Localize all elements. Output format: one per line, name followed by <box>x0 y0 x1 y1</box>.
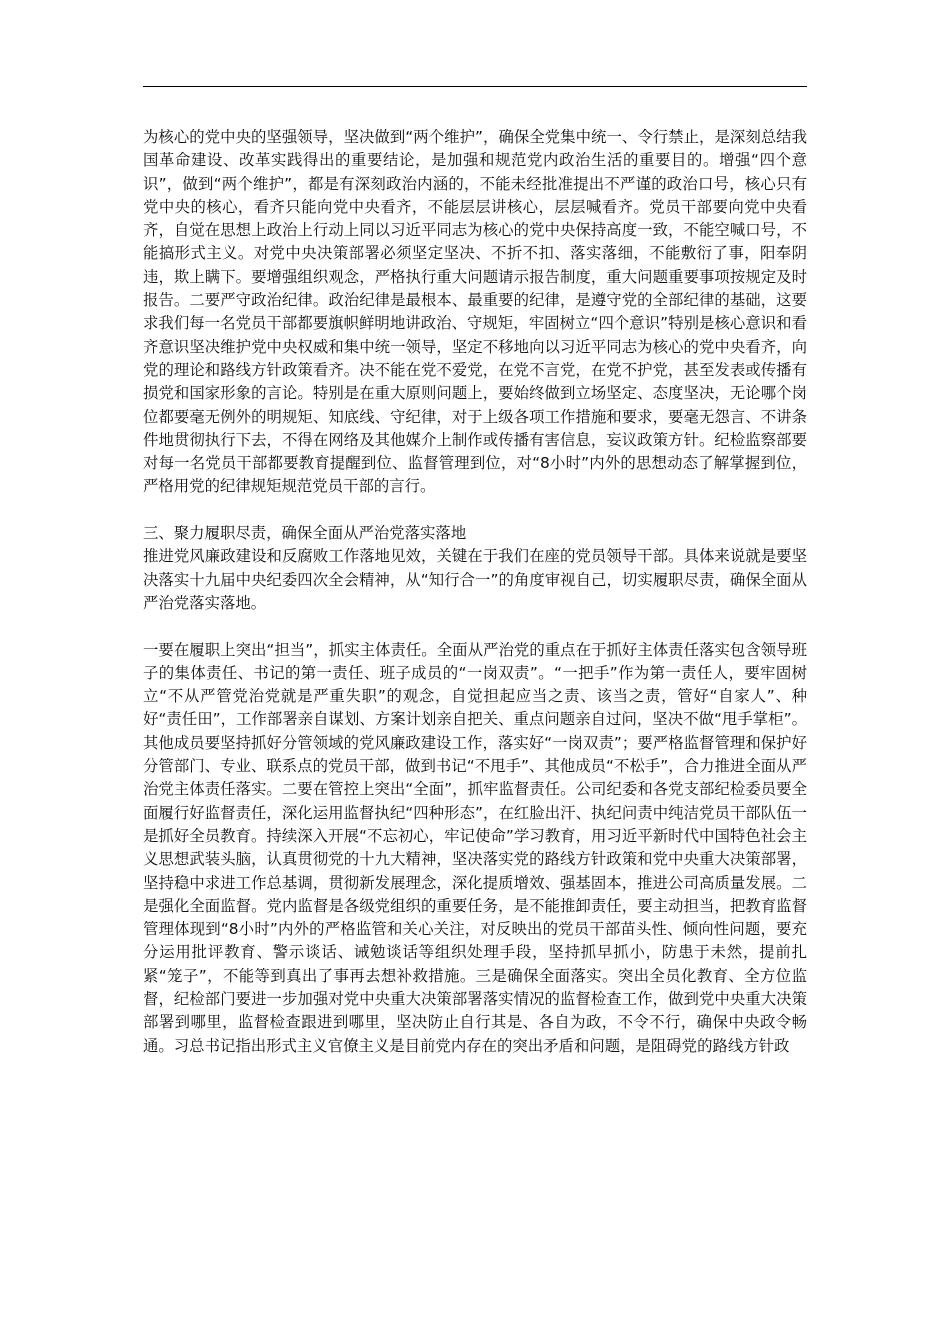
paragraph-1: 为核心的党中央的坚强领导，坚决做到“两个维护”，确保全党集中统一、令行禁止，是深刻总结我国革命建设、改革实践得出的重要结论，是加强和规范党内政治生活的重要目的。增强“四个意识”，做到“两个维护”，都是有深刻政治内涵的，不能未经批准提出不严谨的政治口号，核心只有党中央的核心，看齐只能向党中央看齐，不能层层讲核心，层层喊看齐。党员干部要向党中央看齐，自觉在思想上政治上行动上同以习近平同志为核心的党中央保持高度一致，不能空喊口号，不能搞形式主义。对党中央决策部署必须坚定坚决、不折不扣、落实落细，不能敷衍了事，阳奉阴违，欺上瞒下。要增强组织观念，严格执行重大问题请示报告制度，重大问题重要事项按规定及时报告。二要严守政治纪律。政治纪律是最根本、最重要的纪律，是遵守党的全部纪律的基础，这要求我们每一名党员干部都要旗帜鲜明地讲政治、守规矩，牢固树立“四个意识”特别是核心意识和看齐意识坚决维护党中央权威和集中统一领导，坚定不移地向以习近平同志为核心的党中央看齐，向党的理论和路线方针政策看齐。决不能在党不爱党，在党不言党，在党不护党，甚至发表或传播有损党和国家形象的言论。特别是在重大原则问题上，要始终做到立场坚定、态度坚决，无论哪个岗位都要毫无例外的明规矩、知底线、守纪律，对于上级各项工作措施和要求，要毫无怨言、不讲条件地贯彻执行下去，不得在网络及其他媒介上制作或传播有害信息，妄议政策方针。纪检监察部要对每一名党员干部都要教育提醒到位、监督管理到位，对“8小时”内外的思想动态了解掌握到位，严格用党的纪律规矩规范党员干部的言行。 <box>143 128 807 496</box>
header-rule <box>143 86 807 87</box>
paragraph-gap <box>143 499 807 522</box>
paragraph-3: 一要在履职上突出“担当”，抓实主体责任。全面从严治党的重点在于抓好主体责任落实包含领导班子的集体责任、书记的第一责任、班子成员的“一岗双责”。“一把手”作为第一责任人，要牢固树立“不从严管党治党就是严重失职”的观念，自觉担起应当之责、该当之责，管好“自家人”、种好“责任田”，工作部署亲自谋划、方案计划亲自把关、重点问题亲自过问，坚决不做“甩手掌柜”。其他成员要坚持抓好分管领域的党风廉政建设工作，落实好“一岗双责”；要严格监督管理和保护好分管部门、专业、联系点的党员干部，做到书记“不甩手”、其他成员“不松手”，合力推进全面从严治党主体责任落实。二要在管控上突出“全面”，抓牢监督责任。公司纪委和各党支部纪检委员要全面履行好监督责任，深化运用监督执纪“四种形态”，在红脸出汗、执纪问责中纯洁党员干部队伍一是抓好全员教育。持续深入开展“不忘初心，牢记使命”学习教育，用习近平新时代中国特色社会主义思想武装头脑，认真贯彻党的十九大精神，坚决落实党的路线方针政策和党中央重大决策部署，坚持稳中求进工作总基调，贯彻新发展理念，深化提质增效、强基固本，推进公司高质量发展。二是强化全面监督。党内监督是各级党组织的重要任务，是不能推卸责任，要主动担当，把教育监督管理体现到“8小时”内外的严格监管和关心关注，对反映出的党员干部苗头性、倾向性问题，要充分运用批评教育、警示谈话、诫勉谈话等组织处理手段，坚持抓早抓小，防患于未然，提前扎紧“笼子”，不能等到真出了事再去想补救措施。三是确保全面落实。突出全员化教育、全方位监督，纪检部门要进一步加强对党中央重大决策部署落实情况的监督检查工作，做到党中央重大决策部署到哪里，监督检查跟进到哪里，坚决防止自行其是、各自为政，不令不行，确保中央政令畅通。习总书记指出形式主义官僚主义是目前党内存在的突出矛盾和问题，是阻碍党的路线方针政 <box>143 640 807 1055</box>
section-heading: 三、聚力履职尽责，确保全面从严治党落实落地 <box>143 524 467 543</box>
document-body <box>143 126 807 1058</box>
paragraph-gap <box>143 615 807 638</box>
paragraph-2: 推进党风廉政建设和反腐败工作落地见效，关键在于我们在座的党员领导干部。具体来说就是要坚决落实十九届中央纪委四次全会精神，从“知行合一”的角度审视自己，切实履职尽责，确保全面从严治党落实落地。 <box>143 547 807 612</box>
